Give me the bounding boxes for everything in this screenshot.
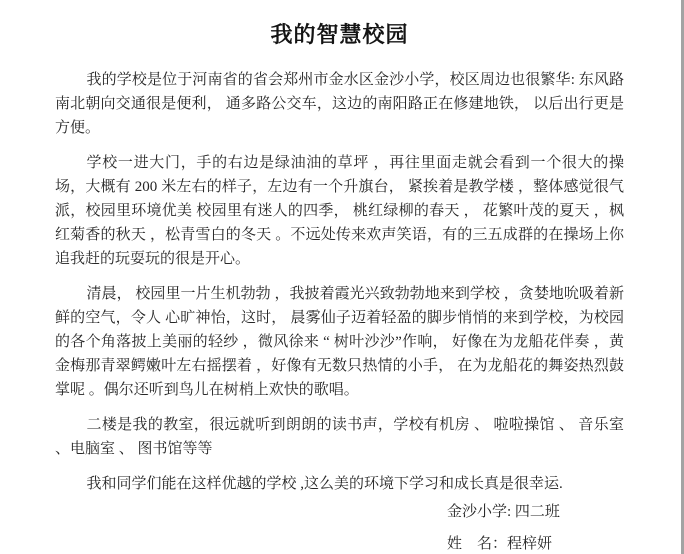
signature-author-name: 姓 名：程梓妍 <box>447 536 553 552</box>
paragraph-intro-location: 我的学校是位于河南省的省会郑州市金水区金沙小学，校区周边也很繁华: 东风路南北朝向交通很是便利， 通多路公交车，这边的南阳路正在修建地铁， 以后出行更是方便。 <box>55 72 624 136</box>
signature-block <box>447 500 560 554</box>
signature-school-class: 金沙小学: 四二班 <box>447 504 560 520</box>
document-title: 我的智慧校园 <box>270 22 409 47</box>
paragraph-closing: 我和同学们能在这样优越的学校 ,这么美的环境下学习和成长真是很幸运. <box>86 476 563 492</box>
document-body <box>55 68 624 496</box>
paragraph-morning-scene: 清晨， 校园里一片生机勃勃 ，我披着霞光兴致勃勃地来到学校 ，贪婪地吮吸着新鲜的空气，令人 心旷神怡，这时， 晨雾仙子迈着轻盈的脚步悄悄的来到学校，为校园的各个角落披上美丽的轻纱 ，微风徐来 “ 树叶沙沙”作响， 好像在为龙船花伴奏 ，黄金梅那青翠鳄嫩叶左右摇摆着 ，好像有无数只热情的小手， 在为龙船花的舞姿热烈鼓掌呢 。偶尔还听到鸟儿在树梢上欢快的歌唱。 <box>55 286 624 398</box>
paragraph-campus-grounds: 学校一进大门，手的右边是绿油油的草坪 ，再往里面走就会看到一个很大的操场，大概有 200 米左右的样子，左边有一个升旗台， 紧挨着是教学楼 ，整体感觉很气派，校园里环境优美 校园里有迷人的四季， 桃红绿柳的春天 ， 花繁叶茂的夏天 ，枫红菊香的秋天 ，松青雪白的冬天 。不远处传来欢声笑语，有的三五成群的在操场上你追我赶的玩耍玩的很是开心。 <box>55 155 624 267</box>
paragraph-classroom-facilities: 二楼是我的教室，很远就听到朗朗的读书声，学校有机房 、 啦啦操馆 、 音乐室 、电脑室 、 图书馆等等 <box>55 417 624 457</box>
